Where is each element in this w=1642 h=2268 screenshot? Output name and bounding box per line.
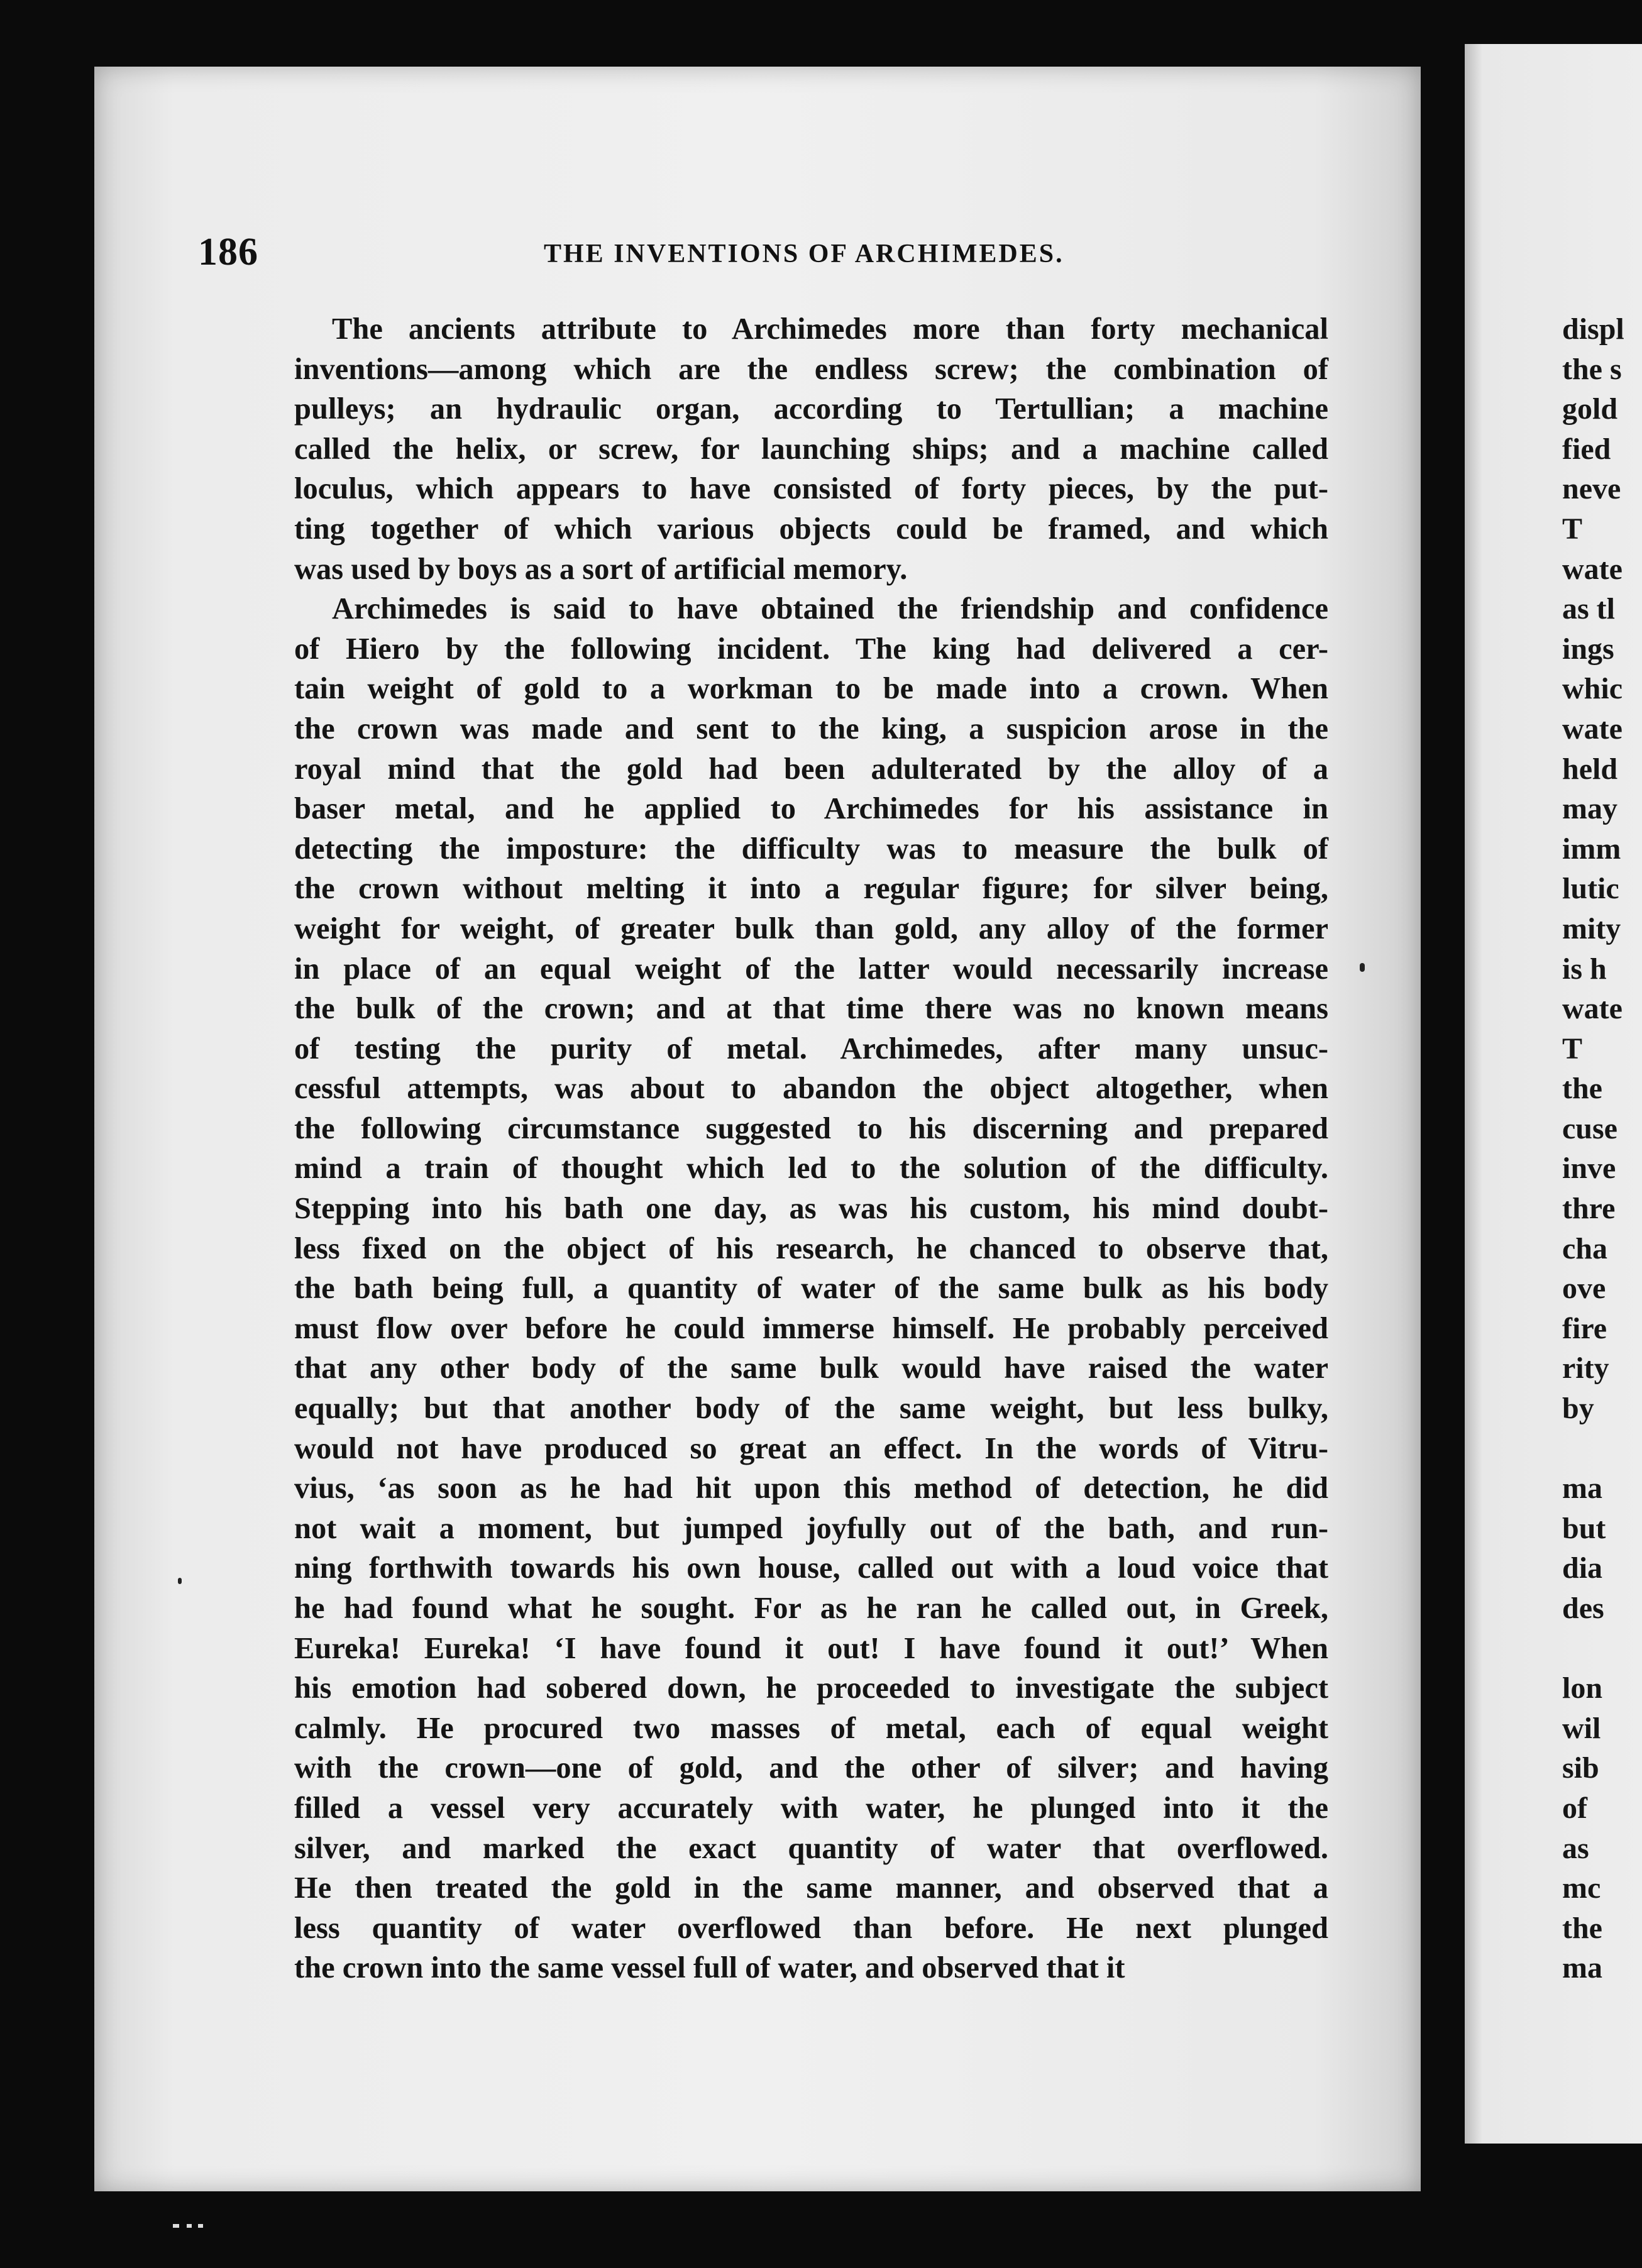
text-line: his emotion had sobered down, he proceeded to investigate the subject: [294, 1671, 1328, 1705]
facing-page-line: the s: [1562, 352, 1622, 386]
text-line: inventions—among which are the endless screw; the combination of: [294, 352, 1328, 386]
facing-page-line: displ: [1562, 312, 1624, 346]
margin-speck: [178, 1578, 182, 1584]
facing-page-line: T: [1562, 512, 1583, 546]
text-line: cessful attempts, was about to abandon the object altogether, when: [294, 1072, 1328, 1106]
facing-page-line: thre: [1562, 1192, 1616, 1226]
text-line: pulleys; an hydraulic organ, according to Tertullian; a machine: [294, 392, 1328, 426]
text-line: the crown into the same vessel full of water, and observed that it: [294, 1951, 1125, 1985]
text-line: the bath being full, a quantity of water of the same bulk as his body: [294, 1272, 1328, 1306]
facing-page-line: by: [1562, 1392, 1594, 1426]
facing-page-line: the: [1562, 1072, 1602, 1106]
text-line: the crown without melting it into a regular figure; for silver being,: [294, 872, 1328, 906]
facing-page-line: fied: [1562, 432, 1611, 466]
text-line: the crown was made and sent to the king, a suspicion arose in the: [294, 712, 1328, 746]
facing-page-line: lon: [1562, 1671, 1603, 1705]
text-line: he had found what he sought. For as he ran he called out, in Greek,: [294, 1592, 1328, 1625]
margin-dot: [1360, 963, 1365, 972]
text-line: was used by boys as a sort of artificial memory.: [294, 552, 908, 586]
text-line: the bulk of the crown; and at that time there was no known means: [294, 992, 1328, 1026]
text-line: vius, ‘as soon as he had hit upon this method of detection, he did: [294, 1472, 1328, 1506]
facing-page-line: lutic: [1562, 872, 1619, 906]
facing-page-line: T: [1562, 1032, 1583, 1065]
text-line: ning forthwith towards his own house, called out with a loud voice that: [294, 1551, 1328, 1585]
facing-page-line: whic: [1562, 672, 1623, 706]
facing-page-line: as: [1562, 1831, 1589, 1865]
facing-page-line: mc: [1562, 1871, 1601, 1905]
facing-page-line: rity: [1562, 1351, 1609, 1385]
facing-page-line: wil: [1562, 1711, 1601, 1745]
facing-page-line: ma: [1562, 1951, 1602, 1985]
facing-page-line: the: [1562, 1911, 1602, 1945]
facing-page-line: [1562, 1429, 1642, 1469]
text-line: the following circumstance suggested to his discerning and prepared: [294, 1111, 1328, 1145]
text-line: mind a train of thought which led to the solution of the difficulty.: [294, 1152, 1328, 1186]
facing-page-line: ove: [1562, 1272, 1606, 1306]
facing-page-line: fire: [1562, 1311, 1607, 1345]
text-line: would not have produced so great an effect. In the words of Vitru-: [294, 1431, 1328, 1465]
text-line: Stepping into his bath one day, as was his custom, his mind doubt-: [294, 1192, 1328, 1226]
facing-page-line: sib: [1562, 1751, 1599, 1785]
facing-page-line: cha: [1562, 1231, 1607, 1265]
text-line: Eureka! Eureka! ‘I have found it out! I have found it out!’ When: [294, 1631, 1328, 1665]
facing-page-line: is h: [1562, 952, 1607, 986]
running-title: THE INVENTIONS OF ARCHIMEDES.: [544, 239, 1064, 268]
facing-page-line: neve: [1562, 472, 1621, 506]
text-line: calmly. He procured two masses of metal, each of equal weight: [294, 1711, 1328, 1745]
text-line: must flow over before he could immerse himself. He probably perceived: [294, 1311, 1328, 1345]
facing-page-line: wate: [1562, 992, 1623, 1026]
text-line: silver, and marked the exact quantity of water that overflowed.: [294, 1831, 1328, 1865]
page-number: 186: [198, 231, 258, 273]
facing-page-line: inve: [1562, 1152, 1616, 1186]
text-line: that any other body of the same bulk would have raised the water: [294, 1351, 1328, 1385]
body-text: [294, 309, 1328, 1988]
text-line: baser metal, and he applied to Archimedes for his assistance in: [294, 792, 1328, 826]
text-line: less quantity of water overflowed than before. He next plunged: [294, 1911, 1328, 1945]
page-header: [198, 230, 1348, 280]
text-line: weight for weight, of greater bulk than gold, any alloy of the former: [294, 911, 1328, 945]
facing-page-line: ings: [1562, 632, 1614, 666]
text-line: of Hiero by the following incident. The king had delivered a cer-: [294, 632, 1328, 666]
facing-page-line: of: [1562, 1791, 1587, 1825]
text-line: of testing the purity of metal. Archimedes, after many unsuc-: [294, 1032, 1328, 1065]
bottom-edge-marks: [173, 2221, 229, 2230]
text-line: with the crown—one of gold, and the other of silver; and having: [294, 1751, 1328, 1785]
text-line: equally; but that another body of the same weight, but less bulky,: [294, 1392, 1328, 1426]
facing-page-line: cuse: [1562, 1111, 1617, 1145]
text-line: The ancients attribute to Archimedes more than forty mechanical: [332, 312, 1328, 346]
text-line: royal mind that the gold had been adulterated by the alloy of a: [294, 752, 1328, 786]
text-line: ting together of which various objects could be framed, and which: [294, 512, 1328, 546]
facing-page-line: wate: [1562, 712, 1623, 746]
facing-page-text: [1562, 309, 1642, 1988]
facing-page-line: dia: [1562, 1551, 1603, 1585]
text-line: Archimedes is said to have obtained the friendship and confidence: [332, 592, 1328, 626]
text-line: tain weight of gold to a workman to be made into a crown. When: [294, 672, 1328, 706]
text-line: called the helix, or screw, for launching ships; and a machine called: [294, 432, 1328, 466]
facing-page-line: des: [1562, 1592, 1604, 1625]
facing-page-line: mity: [1562, 911, 1621, 945]
facing-page-line: wate: [1562, 552, 1623, 586]
text-line: less fixed on the object of his research, he chanced to observe that,: [294, 1231, 1328, 1265]
text-line: not wait a moment, but jumped joyfully out of the bath, and run-: [294, 1511, 1328, 1545]
facing-page-line: gold: [1562, 392, 1618, 426]
text-line: detecting the imposture: the difficulty was to measure the bulk of: [294, 832, 1328, 866]
facing-page-line: as tl: [1562, 592, 1615, 626]
facing-page-line: ma: [1562, 1472, 1602, 1506]
facing-page-line: may: [1562, 792, 1617, 826]
facing-page-line: [1562, 1629, 1642, 1669]
text-line: loculus, which appears to have consisted of forty pieces, by the put-: [294, 472, 1328, 506]
text-line: He then treated the gold in the same manner, and observed that a: [294, 1871, 1328, 1905]
text-line: in place of an equal weight of the latter would necessarily increase: [294, 952, 1328, 986]
facing-page-line: held: [1562, 752, 1618, 786]
text-line: filled a vessel very accurately with water, he plunged into it the: [294, 1791, 1328, 1825]
facing-page-line: but: [1562, 1511, 1606, 1545]
facing-page-line: imm: [1562, 832, 1621, 866]
